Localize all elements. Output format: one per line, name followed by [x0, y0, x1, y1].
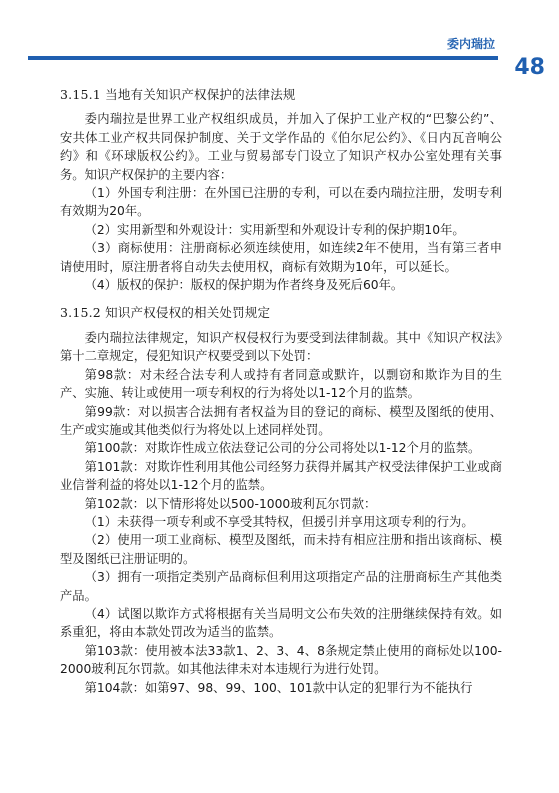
body-paragraph: （3）拥有一项指定类别产品商标但利用这项指定产品的注册商标生产其他类产品。	[60, 570, 502, 603]
body-paragraph: 第101款：对欺诈性利用其他公司经努力获得并属其产权受法律保护工业或商业信誉利益的将处以1-12个月的监禁。	[60, 459, 502, 493]
body-paragraph: 第100款：对欺诈性成立依法登记公司的分公司将处以1-12个月的监禁。	[84, 441, 481, 456]
page-content	[60, 86, 502, 697]
header-rule	[28, 56, 498, 60]
body-paragraph: 委内瑞拉是世界工业产权组织成员，并加入了保护工业产权的“巴黎公约”、安共体工业产权共同保护制度、关于文学作品的《伯尔尼公约》、《日内瓦音响公约》和《环球版权公约》。工业与贸易部专门设立了知识产权办公室处理有关事务。知识产权保护的主要内容：	[60, 112, 502, 182]
body-paragraph: （2）实用新型和外观设计：实用新型和外观设计专利的保护期10年。	[84, 222, 465, 237]
section-heading-3-15-2: 3.15.2 知识产权侵权的相关处罚规定	[60, 305, 271, 321]
body-paragraph: 第98款：对未经合法专利人或持有者同意或默许，以剽窃和欺诈为目的生产、实施、转让或使用一项专利权的行为将处以1-12个月的监禁。	[60, 367, 502, 401]
body-paragraph: 第102款：以下情形将处以500-1000玻利瓦尔罚款：	[84, 496, 377, 511]
body-paragraph: （2）使用一项工业商标、模型及图纸，而未持有相应注册和指出该商标、模型及图纸已注册证明的。	[60, 533, 502, 566]
header-country-label: 委内瑞拉	[446, 37, 495, 51]
body-paragraph: （1）外国专利注册：在外国已注册的专利，可以在委内瑞拉注册，发明专利有效期为20年。	[60, 186, 502, 219]
body-paragraph: （3）商标使用：注册商标必须连续使用，如连续2年不使用，当有第三者申请使用时，原注册者将自动失去使用权，商标有效期为10年，可以延长。	[60, 241, 502, 274]
body-paragraph: 第104款：如第97、98、99、100、101款中认定的犯罪行为不能执行	[84, 680, 473, 695]
body-paragraph: 第99款：对以损害合法拥有者权益为目的登记的商标、模型及图纸的使用、生产或实施或其他类似行为将处以上述同样处罚。	[60, 404, 502, 437]
body-paragraph: 第103款：使用被本法33款1、2、3、4、8条规定禁止使用的商标处以100-2000玻利瓦尔罚款。如其他法律未对本违规行为进行处罚。	[60, 643, 502, 677]
page-number: 48	[514, 55, 545, 80]
body-paragraph: （4）版权的保护：版权的保护期为作者终身及死后60年。	[84, 278, 404, 293]
body-paragraph: （1）未获得一项专利或不享受其特权，但援引并享用这项专利的行为。	[84, 514, 474, 529]
body-paragraph: （4）试图以欺诈方式将根据有关当局明文公布失效的注册继续保持有效。如系重犯，将由本款处罚改为适当的监禁。	[60, 606, 502, 640]
section-heading-3-15-1: 3.15.1 当地有关知识产权保护的法律法规	[60, 87, 296, 102]
body-paragraph: 委内瑞拉法律规定，知识产权侵权行为要受到法律制裁。其中《知识产权法》第十二章规定，侵犯知识产权要受到以下处罚：	[60, 330, 502, 364]
